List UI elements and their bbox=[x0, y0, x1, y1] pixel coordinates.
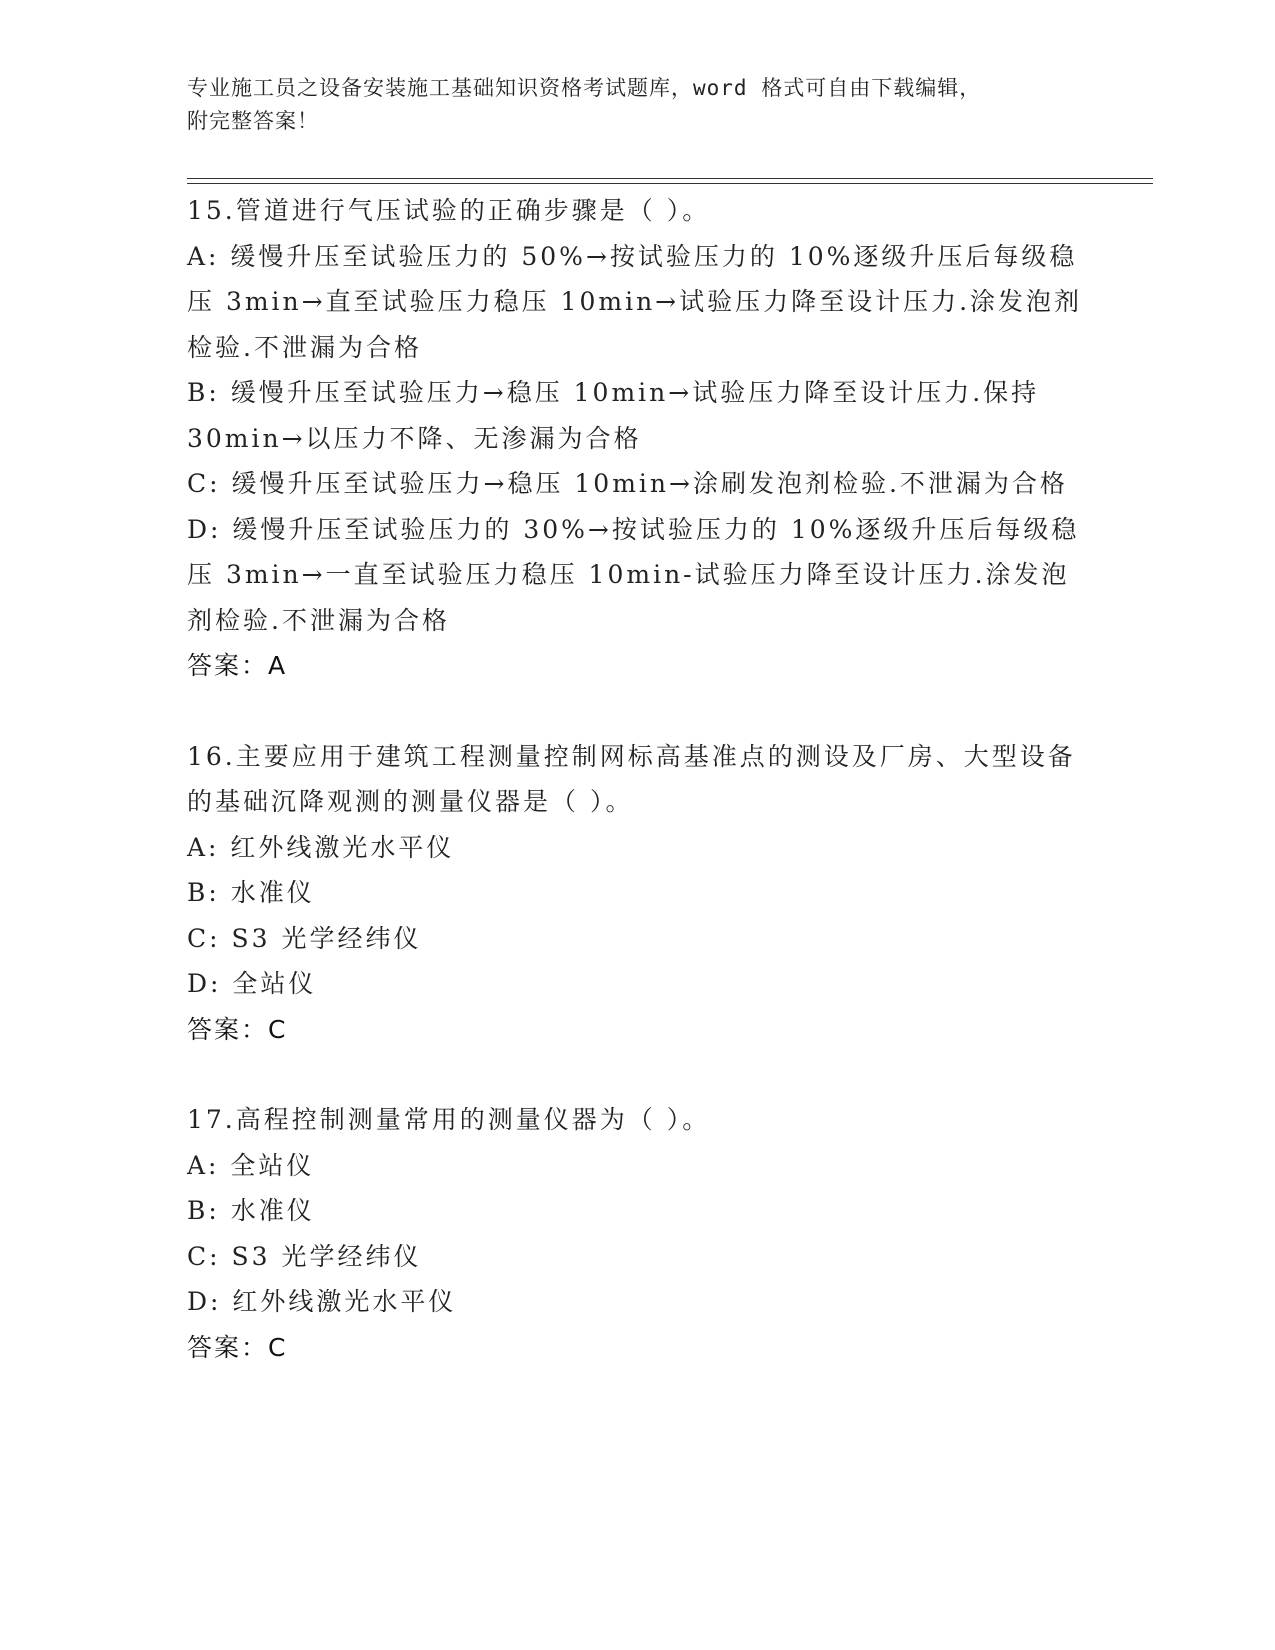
answer: 答案：C bbox=[187, 1014, 288, 1044]
header-divider-bottom bbox=[187, 183, 1153, 184]
option-a: A: 全站仪 bbox=[187, 1150, 315, 1180]
option-b: B: 水准仪 bbox=[187, 878, 315, 907]
header-divider-top bbox=[187, 178, 1153, 179]
answer: 答案：C bbox=[187, 1332, 288, 1362]
option-a: A: 红外线激光水平仪 bbox=[187, 832, 455, 862]
option-a: A: 缓慢升压至试验压力的 50%→按试验压力的 10%逐级升压后每级稳压 3min→直至试验压力稳压 10min→试验压力降至设计压力.涂发泡剂检验.不泄漏为合格 bbox=[187, 241, 1083, 362]
option-d: D: 缓慢升压至试验压力的 30%→按试验压力的 10%逐级升压后每级稳压 3min→一直至试验压力稳压 10min-试验压力降至设计压力.涂发泡剂检验.不泄漏为合格 bbox=[187, 514, 1080, 635]
question-17 bbox=[187, 1097, 1087, 1370]
option-d: D: 红外线激光水平仪 bbox=[187, 1287, 457, 1316]
answer: 答案：A bbox=[187, 651, 288, 680]
question-list bbox=[187, 188, 1087, 1370]
question-16 bbox=[187, 734, 1087, 1053]
option-c: C: S3 光学经纬仪 bbox=[187, 923, 422, 953]
question-15 bbox=[187, 188, 1087, 689]
option-b: B: 缓慢升压至试验压力→稳压 10min→试验压力降至设计压力.保持 30min→以压力不降、无渗漏为合格 bbox=[187, 378, 1040, 453]
header-line-1: 专业施工员之设备安装施工基础知识资格考试题库，word 格式可自由下载编辑， bbox=[187, 76, 982, 100]
option-d: D: 全站仪 bbox=[187, 969, 317, 998]
question-stem: 15.管道进行气压试验的正确步骤是（ ）。 bbox=[187, 196, 711, 225]
header-line-2: 附完整答案！ bbox=[187, 109, 319, 133]
option-c: C: 缓慢升压至试验压力→稳压 10min→涂刷发泡剂检验.不泄漏为合格 bbox=[187, 469, 1068, 498]
option-c: C: S3 光学经纬仪 bbox=[187, 1241, 422, 1271]
question-stem: 17.高程控制测量常用的测量仪器为（ ）。 bbox=[187, 1105, 711, 1134]
document-header bbox=[187, 72, 1067, 138]
question-stem: 16.主要应用于建筑工程测量控制网标高基准点的测设及厂房、大型设备的基础沉降观测的测量仪器是（ ）。 bbox=[187, 741, 1076, 816]
option-b: B: 水准仪 bbox=[187, 1196, 315, 1225]
